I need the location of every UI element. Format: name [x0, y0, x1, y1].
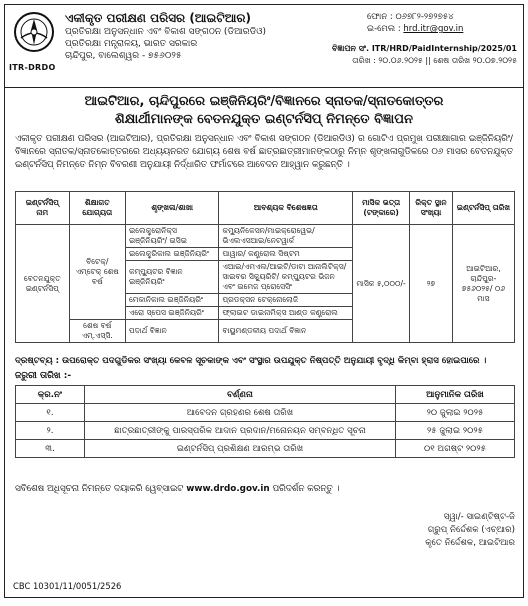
internship-name-cell: ବେତନଯୁକ୍ତ ଇଣ୍ଟର୍ନସିପ୍ — [16, 225, 70, 343]
date-cell: ୨୫ ଜୁଲାଇ ୨୦୨୫ — [396, 422, 515, 440]
col-serial: କ୍ର.ନଂ — [16, 386, 85, 404]
table-row — [16, 440, 515, 458]
description-cell: ଆବେଦନ ଗ୍ରହଣର ଶେଷ ତାରିଖ — [85, 404, 396, 422]
title-line-2: ଶିକ୍ଷାର୍ଥୀମାନଙ୍କ ବେତନଯୁକ୍ତ ଇଣ୍ଟର୍ନସିପ୍ ନିମନ୍ତେ ବିଜ୍ଞାପନ — [115, 112, 413, 127]
serial-cell: ୨. — [16, 422, 85, 440]
phone-number: ଫୋନ : ୦୬୭୮୨-୨୭୨୭୫୪ — [367, 12, 454, 22]
expertise-cell: କମ୍ୟୁନିକେସନ/ମାଇକ୍ରୋୱେଭ/ ଭିଏଲଏସଆଇ/ନେଟୱାର୍କ — [219, 225, 353, 248]
branch-cell: ପଦାର୍ଥ ବିଜ୍ଞାନ — [125, 320, 219, 343]
internship-table — [15, 191, 515, 343]
drdo-emblem-icon — [13, 10, 55, 64]
advertisement-title — [5, 93, 523, 129]
signature-line-3: କୃତେ ନିର୍ଦ୍ଦେଶକ, ଆଇଟିଆର — [425, 538, 515, 548]
cbc-number: CBC 10301/11/0051/2526 — [13, 581, 122, 591]
table-header-row — [16, 192, 515, 225]
branch-cell: ମେକାନିକାଲ ଇଞ୍ଜିନିୟରିଂ — [125, 294, 219, 307]
vacancies-cell: ୨୭ — [410, 225, 453, 343]
organization-block — [65, 11, 295, 62]
advertisement-page — [4, 4, 524, 598]
signature-line-2: ଗ୍ରୁପ୍ ନିର୍ଦ୍ଦେଶକ (ଏଚ୍ଆର) — [427, 525, 515, 535]
col-internship-name: ଇଣ୍ଟର୍ନସିପ୍ ନାମ — [16, 192, 70, 225]
date-cell: ୨୦ ଜୁଲାଇ ୨୦୨୫ — [396, 404, 515, 422]
reference-block — [297, 43, 517, 67]
branch-cell: ଏରୋ ସ୍ପେସ ଇଞ୍ଜିନିୟରିଂ — [125, 307, 219, 320]
important-dates-heading: ଜରୁରୀ ତାରିଖ :- — [15, 371, 72, 381]
table-row — [16, 422, 515, 440]
col-stipend: ମାସିକ ଭତ୍ତା (ଟଙ୍କାରେ) — [353, 192, 410, 225]
col-branch: ଶୃଙ୍ଖଳା/ଶାଖା — [125, 192, 219, 225]
description-cell: ଛାତ୍ରଛାତ୍ରୀଙ୍କୁ ପାରସ୍ପରିକ ଆଦାନ ପ୍ରଦାନ/ମନୋନୟନ ସମ୍ବନ୍ଧିତ ସୂଚନା — [85, 422, 396, 440]
expertise-cell: ପାୱାର/ କଣ୍ଟ୍ରୋଲ ସିଷ୍ଟମ — [219, 248, 353, 261]
qualification-cell: ବିଟେକ୍/ ଏମ୍‌ଟେକ୍ ଶେଷ ବର୍ଷ — [69, 225, 125, 320]
col-expertise: ଆବଶ୍ୟକ ବିଶେଷଜ୍ଞତା — [219, 192, 353, 225]
email-label: ଇ-ମେଲ : — [367, 24, 401, 34]
website-notice — [15, 483, 515, 495]
advertisement-dates: ତାରିଖ : ୨୦.୦୬.୨୦୨୫ || ଶେଷ ତାରିଖ ୨୦.୦୭.୨୦୨୫ — [352, 56, 517, 65]
stipend-cell: ମାସିକ ୫,୦୦୦/- — [353, 225, 410, 343]
logo-caption: ITR-DRDO — [9, 63, 56, 72]
branch-cell: ଇଲେକ୍ଟ୍ରିକାଲ ଇଞ୍ଜିନିୟରିଂ — [125, 248, 219, 261]
expertise-cell: ଏଆଇ/ଏମଏଲ/ଆଇଟି/ଡାଟା ଆନାଲିଟିକ୍ସ/ ସାଇବର ସିକ୍ୟୁରିଟି/ କମ୍ପ୍ୟୁଟର ଭିଜନ ଏବଂ ଇମେଜ ପ୍ରୋସେସିଂ — [219, 261, 353, 294]
expertise-cell: ଫ୍ଲାଇଟ ଡାଇନାମିକ୍ସ ଆଣ୍ଡ କଣ୍ଟ୍ରୋଲ — [219, 307, 353, 320]
serial-cell: ୩. — [16, 440, 85, 458]
col-internship-date: ଇଣ୍ଟର୍ନସିପ୍ ତାରିଖ — [452, 192, 514, 225]
signature-block — [365, 511, 515, 550]
table-row — [16, 225, 515, 248]
signature-line-1: ସ୍ୱା/- ସାଇଣ୍ଟିଷ୍ଟ-ଜି — [443, 512, 515, 522]
important-dates-table — [15, 385, 515, 458]
org-name: ଏକୀକୃତ ପରୀକ୍ଷଣ ପରିସର (ଆଇଟିଆର) — [65, 11, 251, 25]
qualification-cell: ଶେଷ ବର୍ଷ ଏମ୍.ଏସ୍‌ସି. — [69, 320, 125, 343]
branch-cell: କମ୍ପ୍ୟୁଟର ବିଜ୍ଞାନ ଇଞ୍ଜିନିୟରିଂ — [125, 261, 219, 294]
letterhead — [5, 5, 523, 87]
col-description: ବର୍ଣ୍ଣନା — [85, 386, 396, 404]
description-cell: ଇଣ୍ଟର୍ନସିପ୍ ପ୍ରଶିକ୍ଷଣ ଆରମ୍ଭ ତାରିଖ — [85, 440, 396, 458]
advertisement-number: ବିଜ୍ଞାପନ ସଂ. ITR/HRD/PaidInternship/2025/01 — [332, 44, 517, 53]
table-row — [16, 404, 515, 422]
expertise-cell: ପ୍ରଡକ୍ସନ ଟେକ୍ନୋଲୋଜି — [219, 294, 353, 307]
serial-cell: ୧. — [16, 404, 85, 422]
col-qualification: ଶିକ୍ଷାଗତ ଯୋଗ୍ୟତା — [69, 192, 125, 225]
org-ministry: ପ୍ରତିରକ୍ଷା ମନ୍ତ୍ରାଳୟ, ଭାରତ ସରକାର — [65, 39, 198, 49]
date-cell: ୦୧ ଅଗଷ୍ଟ ୨୦୨୫ — [396, 440, 515, 458]
branch-cell: ଇଲେକ୍ଟ୍ରୋନିକ୍ସ ଇଞ୍ଜିନିୟରିଂ/ ଇସିଇ — [125, 225, 219, 248]
col-date: ଆନୁମାନିକ ତାରିଖ — [396, 386, 515, 404]
email-link[interactable]: hrd.itr@gov.in — [403, 24, 464, 34]
website-notice-pre: ସବିଶେଷ ଅଧିସୂଚନା ନିମନ୍ତେ ଦୟାକରି ୱେବ୍‌ସାଇଟ — [15, 484, 187, 494]
contact-block — [367, 11, 517, 35]
intro-paragraph: ଏକୀକୃତ ପରୀକ୍ଷଣ ପରିସର (ଆଇଟିଆର), ପ୍ରତିରକ୍ଷା ଅନୁସନ୍ଧାନ ଏବଂ ବିକାଶ ସଙ୍ଗଠନ (ଡିଆରଡିଓ) ର ଗୋଟିଏ ପ୍ରମୁଖ ପରୀକ୍ଷାଗାର ଇଞ୍ଜିନିୟରିଂ/ବିଜ୍ଞାନରେ ସ୍ନାତକ/ସ୍ନାତକୋତ୍ତରରେ ଅଧ୍ୟୟନରତ ଯୋଗ୍ୟ ଶେଷ ବର୍ଷ ଛାତ୍ରଛାତ୍ରୀମାନଙ୍କଠାରୁ ନିମ୍ନ ଶୃଙ୍ଖଳାଗୁଡିକରେ ୦୬ ମାସର ବେତନଯୁକ୍ତ ଇଣ୍ଟର୍ନସିପ୍ ନିମନ୍ତେ ନିମ୍ନ ବିବରଣୀ ଅନୁଯାୟୀ ନିର୍ଦ୍ଧାରିତ ଫର୍ମାଟରେ ଆବେଦନ ଆହ୍ୱାନ କରୁଛନ୍ତି । — [15, 134, 513, 170]
org-parent: ପ୍ରତିରକ୍ଷା ଅନୁସନ୍ଧାନ ଏବଂ ବିକାଶ ସଙ୍ଗଠନ (ଡିଆରଡିଓ) — [65, 27, 266, 37]
note-text: ଦ୍ରଷ୍ଟବ୍ୟ : ଉପରୋକ୍ତ ପଦଗୁଡିକର ସଂଖ୍ୟା କେବଳ ସୂଚକାଙ୍କ ଏବଂ ସଂସ୍ଥାର ଉପଯୁକ୍ତ ନିଷ୍ପତ୍ତି ଅନୁଯାୟୀ ବୃଦ୍ଧି କିମ୍ବା ହ୍ରାସ ହୋଇପାରେ । — [15, 356, 487, 366]
org-address: ଚାନ୍ଦିପୁର, ବାଲେଶ୍ୱର - ୭୫୬୦୨୫ — [65, 51, 182, 61]
website-notice-post: ପରିଦର୍ଶନ କରନ୍ତୁ । — [269, 484, 340, 494]
website-link[interactable]: www.drdo.gov.in — [186, 484, 270, 494]
place-duration-cell: ଆଇଟିଆର, ଚାନ୍ଦିପୁର- ୭୫୬୦୨୫/ ୦୬ ମାସ — [452, 225, 514, 343]
table-header-row — [16, 386, 515, 404]
expertise-cell: ବାୟୁମଣ୍ଡଳୀୟ ପଦାର୍ଥ ବିଜ୍ଞାନ — [219, 320, 353, 343]
header-divider — [5, 87, 523, 88]
col-vacancies: ରିକ୍ତ ସ୍ଥାନ ସଂଖ୍ୟା — [410, 192, 453, 225]
email-line — [367, 23, 517, 35]
title-line-1: ଆଇଟିଆର, ଚାନ୍ଦିପୁରରେ ଇଞ୍ଜିନିୟରିଂ/ବିଜ୍ଞାନରେ ସ୍ନାତକ/ସ୍ନାତକୋତ୍ତର — [84, 94, 444, 109]
